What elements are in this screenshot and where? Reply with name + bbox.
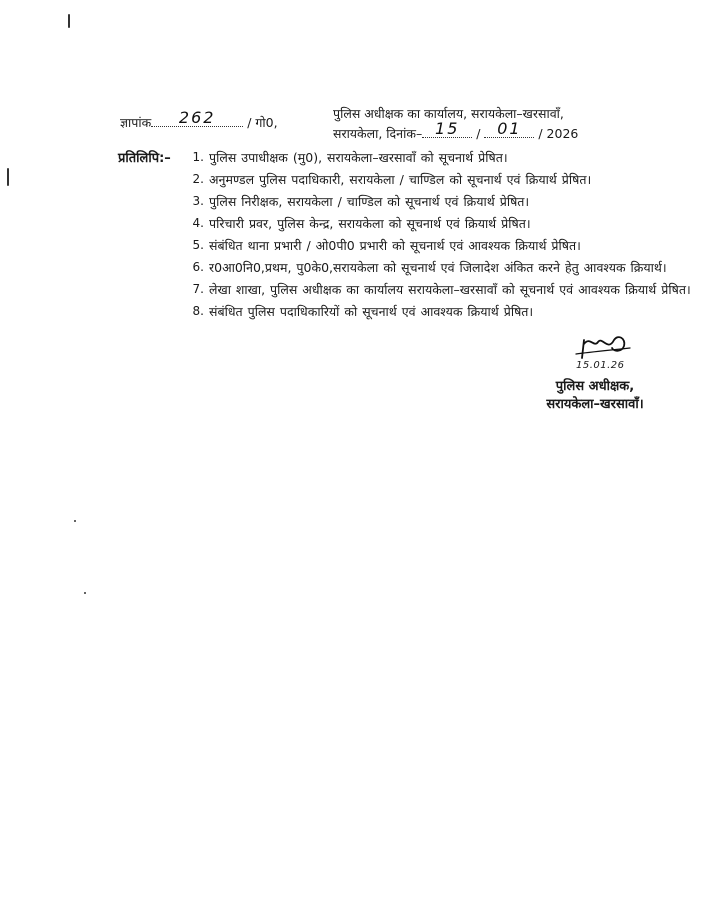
office-line-2: सरायकेला, दिनांक– 15 / 01 / 2026: [333, 119, 579, 141]
distribution-list: [182, 148, 692, 324]
date-month-field: [484, 119, 534, 138]
signatory-designation: पुलिस अधीक्षक,: [555, 379, 635, 394]
item-text: पुलिस उपाधीक्षक (मु0), सरायकेला–खरसावाँ को सूचनार्थ प्रेषित।: [209, 150, 508, 165]
distribution-item: [182, 170, 692, 189]
item-text: परिचारी प्रवर, पुलिस केन्द्र, सरायकेला को सूचनार्थ एवं क्रियार्थ प्रेषित।: [209, 216, 531, 231]
signatory-place: सरायकेला–खरसावाँ।: [546, 397, 644, 412]
distribution-item: [182, 302, 692, 321]
item-text: अनुमण्डल पुलिस पदाधिकारी, सरायकेला / चाण्डिल को सूचनार्थ एवं क्रियार्थ प्रेषित।: [209, 172, 592, 187]
memo-number: 262: [178, 108, 216, 127]
distribution-item: [182, 258, 692, 277]
item-number: 2.: [192, 172, 204, 186]
memo-prefix: ज्ञापांक: [120, 115, 152, 130]
item-number: 6.: [192, 260, 204, 274]
scan-speck: [74, 520, 76, 522]
date-month: 01: [497, 119, 522, 138]
distribution-item: [182, 214, 692, 233]
memo-number-field: [151, 108, 243, 127]
distribution-item: [182, 280, 692, 299]
scan-speck: [68, 14, 70, 28]
signatory-block: [520, 378, 670, 414]
item-number: 1.: [192, 150, 204, 164]
item-number: 4.: [192, 216, 204, 230]
item-text: संबंधित थाना प्रभारी / ओ0पी0 प्रभारी को सूचनार्थ एवं आवश्यक क्रियार्थ प्रेषित।: [209, 238, 581, 253]
distribution-item: [182, 148, 692, 167]
copy-to-label: प्रतिलिपि:–: [118, 151, 171, 166]
date-day-field: [422, 119, 472, 138]
item-text: पुलिस निरीक्षक, सरायकेला / चाण्डिल को सूचनार्थ एवं क्रियार्थ प्रेषित।: [209, 194, 530, 209]
item-text: लेखा शाखा, पुलिस अधीक्षक का कार्यालय सरायकेला–खरसावाँ को सूचनार्थ एवं आवश्यक क्रियार्थ प्रेषित।: [209, 282, 691, 297]
distribution-item: [182, 236, 692, 255]
date-year: / 2026: [538, 126, 579, 141]
item-number: 8.: [192, 304, 204, 318]
item-number: 5.: [192, 238, 204, 252]
signature-date: 15.01.26: [576, 360, 625, 371]
memo-number-row: [120, 108, 278, 131]
item-number: 3.: [192, 194, 204, 208]
distribution-item: [182, 192, 692, 211]
signature-scribble: [568, 332, 658, 362]
date-prefix: सरायकेला, दिनांक–: [333, 126, 423, 141]
item-number: 7.: [192, 282, 204, 296]
office-address-block: [333, 105, 578, 143]
item-text: संबंधित पुलिस पदाधिकारियों को सूचनार्थ एवं आवश्यक क्रियार्थ प्रेषित।: [209, 304, 534, 319]
scan-speck: [7, 168, 9, 186]
office-line-1: पुलिस अधीक्षक का कार्यालय, सरायकेला–खरसावाँ,: [333, 106, 564, 121]
memo-suffix: / गो0,: [247, 115, 278, 130]
scan-speck: [84, 592, 86, 594]
item-text: र0आ0नि0,प्रथम, पु0के0,सरायकेला को सूचनार्थ एवं जिलादेश अंकित करने हेतु आवश्यक क्रियार्थ।: [209, 260, 667, 275]
date-day: 15: [435, 119, 460, 138]
